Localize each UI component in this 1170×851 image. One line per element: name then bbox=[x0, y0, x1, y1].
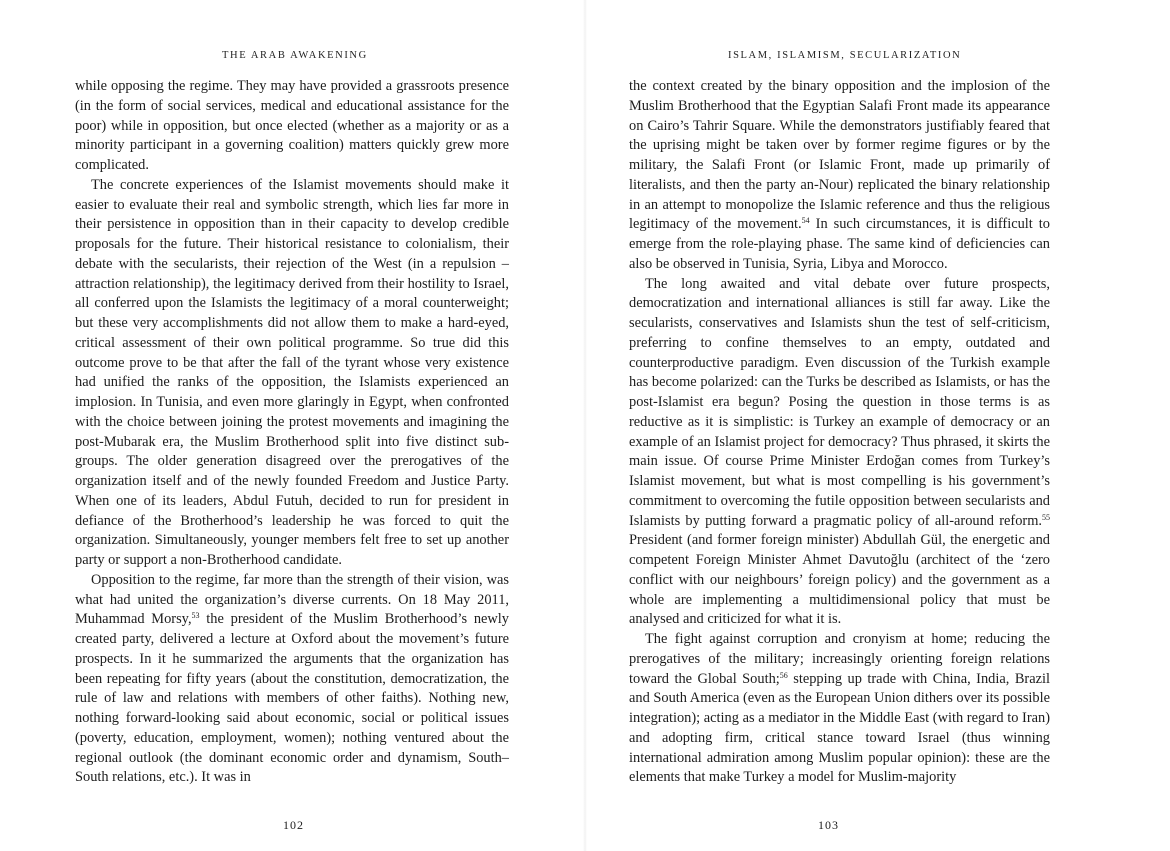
paragraph: Opposition to the regime, far more than the strength of their vision, was what had united the organization’s diverse currents. On 18 May 2011, Muhammad Morsy,$^{53}$ the president of the Muslim Brotherhood’s newly created party, delivered a lecture at Oxford about the movement’s future prospects. In it he summarized the arguments that the organization has been repeating for fifty years (about the constitution, democratization, the rule of law and relations with members of other faiths). Nothing new, nothing forward-looking said about economic, social or political issues (poverty, education, employment, women); nothing ventured about the regional outlook (the dominant economic order and dynamism, South–South relations, etc.). It was in bbox=[75, 571, 509, 786]
page-number: 103 bbox=[818, 818, 839, 832]
body-text bbox=[629, 77, 1050, 788]
paragraph: while opposing the regime. They may have provided a grassroots presence (in the form of social services, medical and educational assistance for the poor) while in opposition, but once elected (whether as a majority or as a minority participant in a governing coalition) matters quickly grew more complicated. bbox=[75, 78, 509, 173]
right-page bbox=[585, 0, 1170, 851]
page-number: 102 bbox=[283, 818, 304, 832]
footnote-ref: 53 bbox=[191, 611, 200, 621]
running-head: THE ARAB AWAKENING bbox=[222, 50, 368, 61]
paragraph: the context created by the binary opposition and the implosion of the Muslim Brotherhood that the Egyptian Salafi Front made its appearance on Cairo’s Tahrir Square. While the demonstrators justifiably feared that the uprising might be taken over by former regime figures or by the military, the Salafi Front (or Islamic Front, made up primarily of literalists, and then the party an-Nour) replicated the binary relationship in an attempt to monopolize the Islamic reference and thus the religious legitimacy of the movement.$^{54}$ In such circumstances, it is difficult to emerge from the role-playing phase. The same kind of deficiencies can also be observed in Tunisia, Syria, Libya and Morocco. bbox=[629, 78, 1050, 272]
body-text bbox=[75, 77, 509, 788]
footnote-ref: 56 bbox=[779, 670, 788, 680]
footnote-ref: 55 bbox=[1042, 512, 1050, 522]
paragraph: The concrete experiences of the Islamist movements should make it easier to evaluate their real and symbolic strength, which lies far more in their persistence in opposition than in their capacity to develop credible proposals for the future. Their historical resistance to colonialism, their debate with the secularists, their rejection of the West (in a repulsion – attraction relationship), the legitimacy derived from their hostility to Israel, all conferred upon the Islamists the legitimacy of a moral counterweight; but these very accomplishments did not allow them to make a hard-eyed, critical assessment of their own political programme. So true did this outcome prove to be that after the fall of the tyrant whose very existence had unified the ranks of the opposition, the Islamists experienced an implosion. In Tunisia, and even more glaringly in Egypt, when confronted with the choice between joining the protest movements and imagining the post-Mubarak era, the Muslim Brotherhood split into five distinct sub-groups. The older generation disagreed over the prerogatives of the organization itself and of the newly founded Freedom and Justice Party. When one of its leaders, Abdul Futuh, decided to run for president in defiance of the Brotherhood’s leadership he was forced to quit the organization. Simultaneously, younger members felt free to set up another party or support a non-Brotherhood candidate. bbox=[75, 176, 509, 568]
running-head: ISLAM, ISLAMISM, SECULARIZATION bbox=[728, 50, 962, 61]
footnote-ref: 54 bbox=[801, 216, 810, 226]
paragraph: The long awaited and vital debate over future prospects, democratization and international alliances is still far away. Like the secularists, conservatives and Islamists shun the test of self-criticism, preferring to confine themselves to an empty, outdated and counterproductive paradigm. Even discussion of the Turkish example has become polarized: can the Turks be described as Islamists, or has the post-Islamist era begun? Posing the question in those terms is as reductive as it is simplistic: is Turkey an example of democracy or an example of an Islamist project for democracy? Thus phrased, it skirts the main issue. Of course Prime Minister Erdoğan comes from Turkey’s Islamist movement, but what is most compelling is his government’s commitment to overcoming the futile opposition between secularists and Islamists by putting forward a pragmatic policy of all-around reform.$^{55}$ President (and former foreign minister) Abdullah Gül, the energetic and competent Foreign Minister Ahmet Davutoğlu (architect of the ‘zero conflict with our neighbours’ foreign policy) and the government as a whole are implementing a multidimensional policy that must be analysed and criticized for what it is. bbox=[629, 275, 1050, 628]
paragraph: The fight against corruption and cronyism at home; reducing the prerogatives of the military; increasingly orienting foreign relations toward the Global South;$^{56}$ stepping up trade with China, India, Brazil and South America (even as the European Union dithers over its possible integration); acting as a mediator in the Middle East (with regard to Iran) and adopting firm, critical stance toward Israel (thus winning international admiration among Muslim popular opinion): these are the elements that make Turkey a model for Muslim-majority bbox=[629, 631, 1050, 786]
